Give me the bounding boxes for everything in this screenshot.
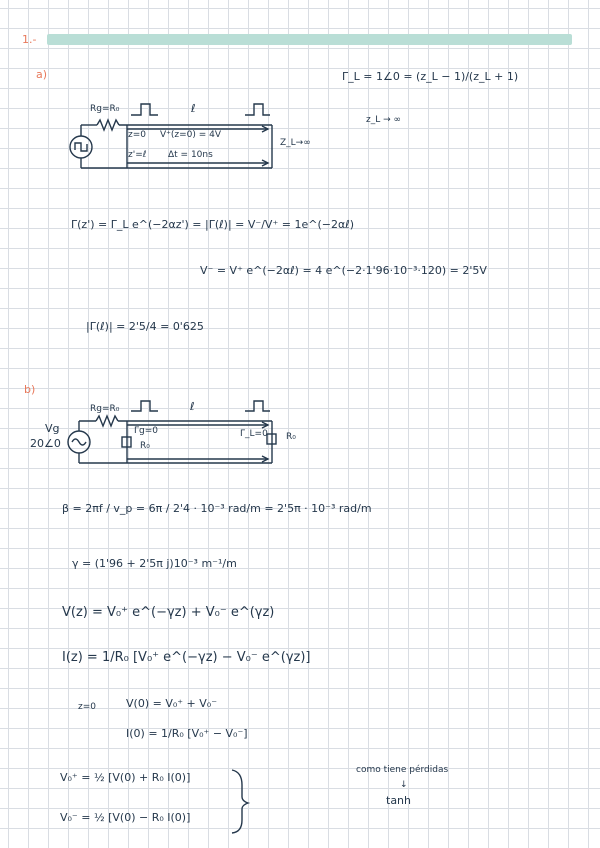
gamma-magnitude-result: |Γ(ℓ)| = 2'5/4 = 0'625 <box>86 320 204 333</box>
r0-right-label: R₀ <box>286 432 296 442</box>
gamma-l-label: Γ_L=0 <box>240 429 268 439</box>
vplus-label: V⁺(z=0) = 4V <box>160 130 222 140</box>
v0-equation: V(0) = V₀⁺ + V₀⁻ <box>126 697 218 710</box>
zl-infinity-label: Z_L→∞ <box>280 138 311 148</box>
section-number: 1.- <box>22 33 37 46</box>
zl-position-label: z'=ℓ <box>128 150 147 160</box>
rg-label-a: Rg=R₀ <box>90 104 120 114</box>
delta-t-label: Δt = 10ns <box>168 150 213 160</box>
losses-note: como tiene pérdidas <box>356 765 449 775</box>
length-label-b: ℓ <box>190 400 195 413</box>
z0-condition-label: z=0 <box>78 702 96 712</box>
reflected-voltage-equation: V⁻ = V⁺ e^(−2αℓ) = 4 e^(−2·1'96·10⁻³·120) = 2'5V <box>200 264 487 277</box>
i0-equation: I(0) = 1/R₀ [V₀⁺ − V₀⁻] <box>126 727 248 740</box>
right-brace <box>232 770 248 833</box>
v0-plus-equation: V₀⁺ = ½ [V(0) + R₀ I(0)] <box>60 771 191 784</box>
part-a-label: a) <box>36 68 48 81</box>
length-label-a: ℓ <box>191 102 196 115</box>
zl-infinity-note: z_L → ∞ <box>366 115 401 125</box>
r0-left-label: R₀ <box>140 441 150 451</box>
gamma-load-equation: Γ_L = 1∠0 = (z_L − 1)/(z_L + 1) <box>342 70 519 83</box>
z0-label-a: z=0 <box>128 130 146 140</box>
v0-minus-equation: V₀⁻ = ½ [V(0) − R₀ I(0)] <box>60 811 191 824</box>
vg-label: Vg <box>45 422 60 435</box>
gamma-g-label: Γg=0 <box>134 426 158 436</box>
rg-label-b: Rg=R₀ <box>90 404 120 414</box>
vg-value: 20∠0 <box>30 437 61 450</box>
reflection-coefficient-equation: Γ(z') = Γ_L e^(−2αz') = |Γ(ℓ)| = V⁻/V⁺ = 1e^(−2αℓ) <box>71 218 355 231</box>
arrow-down-icon: ↓ <box>400 780 408 790</box>
beta-equation: β = 2πf / v_p = 6π / 2'4 · 10⁻³ rad/m = 2'5π · 10⁻³ rad/m <box>62 502 372 515</box>
current-equation: I(z) = 1/R₀ [V₀⁺ e^(−γz) − V₀⁻ e^(γz)] <box>62 650 311 665</box>
part-b-label: b) <box>24 383 36 396</box>
tanh-note: tanh <box>386 794 411 807</box>
voltage-equation: V(z) = V₀⁺ e^(−γz) + V₀⁻ e^(γz) <box>62 605 275 620</box>
gamma-equation: γ = (1'96 + 2'5π j)10⁻³ m⁻¹/m <box>72 557 237 570</box>
